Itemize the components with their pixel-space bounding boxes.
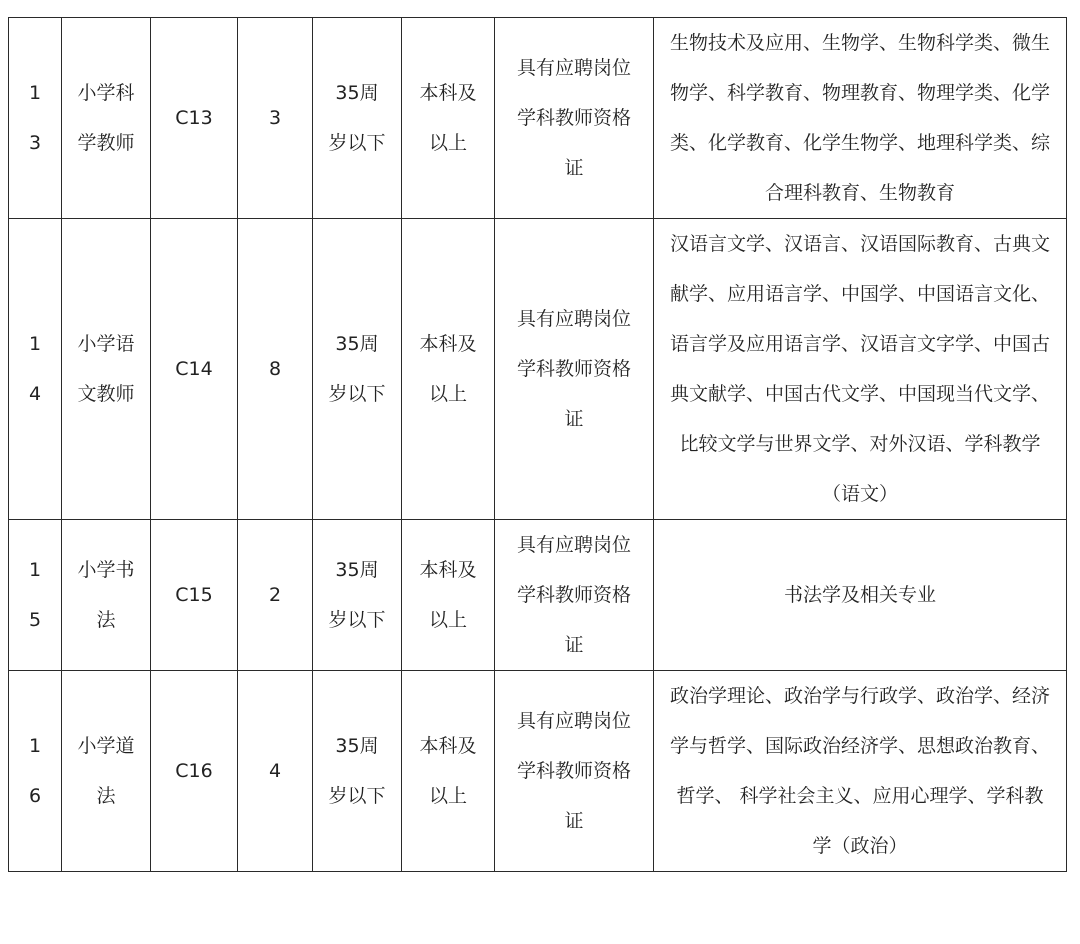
education-requirement: 本科及以上 <box>402 671 495 872</box>
major-requirement: 政治学理论、政治学与行政学、政治学、经济学与哲学、国际政治经济学、思想政治教育、哲学、 科学社会主义、应用心理学、学科教学（政治） <box>654 671 1067 872</box>
hiring-count: 4 <box>238 671 313 872</box>
row-number: 16 <box>9 671 62 872</box>
row-number: 15 <box>9 520 62 671</box>
table-row <box>9 18 1067 219</box>
position-name: 小学书法 <box>62 520 151 671</box>
major-requirement: 书法学及相关专业 <box>654 520 1067 671</box>
hiring-count: 8 <box>238 219 313 520</box>
recruitment-table <box>8 17 1067 872</box>
position-code: C13 <box>151 18 238 219</box>
certificate-requirement: 具有应聘岗位学科教师资格证 <box>495 219 654 520</box>
position-code: C16 <box>151 671 238 872</box>
age-requirement: 35周岁以下 <box>313 18 402 219</box>
certificate-requirement: 具有应聘岗位学科教师资格证 <box>495 671 654 872</box>
position-code: C14 <box>151 219 238 520</box>
position-name: 小学科学教师 <box>62 18 151 219</box>
table-row <box>9 520 1067 671</box>
age-requirement: 35周岁以下 <box>313 520 402 671</box>
major-requirement: 生物技术及应用、生物学、生物科学类、微生物学、科学教育、物理教育、物理学类、化学类、化学教育、化学生物学、地理科学类、综合理科教育、生物教育 <box>654 18 1067 219</box>
age-requirement: 35周岁以下 <box>313 219 402 520</box>
position-name: 小学语文教师 <box>62 219 151 520</box>
row-number: 14 <box>9 219 62 520</box>
certificate-requirement: 具有应聘岗位学科教师资格证 <box>495 520 654 671</box>
table-row <box>9 219 1067 520</box>
position-code: C15 <box>151 520 238 671</box>
education-requirement: 本科及以上 <box>402 520 495 671</box>
row-number: 13 <box>9 18 62 219</box>
certificate-requirement: 具有应聘岗位学科教师资格证 <box>495 18 654 219</box>
major-requirement: 汉语言文学、汉语言、汉语国际教育、古典文献学、应用语言学、中国学、中国语言文化、语言学及应用语言学、汉语言文字学、中国古典文献学、中国古代文学、中国现当代文学、比较文学与世界文学、对外汉语、学科教学（语文） <box>654 219 1067 520</box>
position-name: 小学道法 <box>62 671 151 872</box>
education-requirement: 本科及以上 <box>402 18 495 219</box>
education-requirement: 本科及以上 <box>402 219 495 520</box>
table-row <box>9 671 1067 872</box>
hiring-count: 2 <box>238 520 313 671</box>
hiring-count: 3 <box>238 18 313 219</box>
age-requirement: 35周岁以下 <box>313 671 402 872</box>
